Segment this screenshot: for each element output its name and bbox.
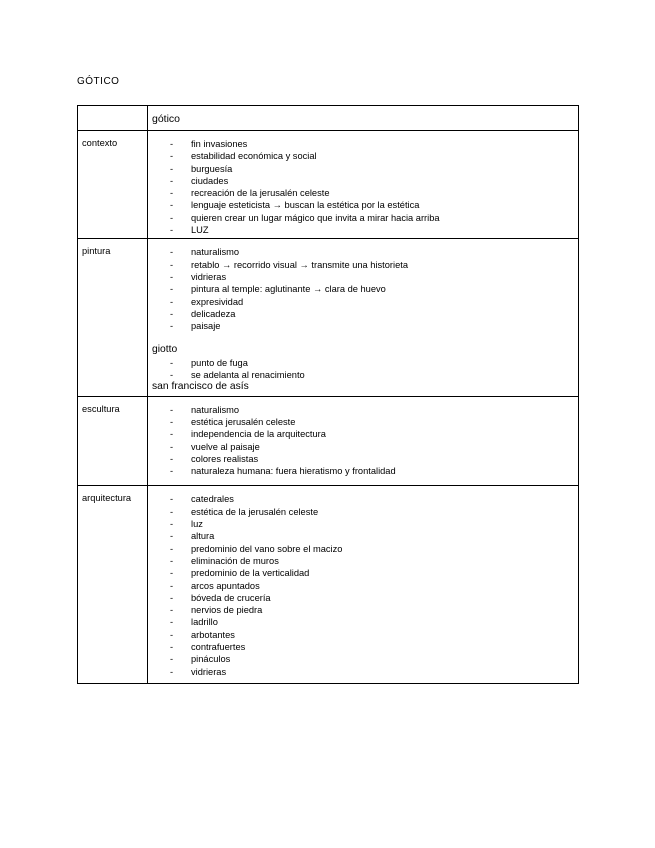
- list-item: - burguesía: [148, 163, 578, 175]
- list-item: - LUZ: [148, 224, 578, 236]
- table-row-contexto: [78, 131, 579, 239]
- list-item: - arcos apuntados: [148, 580, 578, 592]
- row-label: arquitectura: [82, 493, 132, 504]
- row-label: contexto: [82, 138, 118, 148]
- list-item: - naturaleza humana: fuera hieratismo y frontalidad: [148, 465, 578, 477]
- list-item: - estética jerusalén celeste: [148, 416, 578, 428]
- list-item: - se adelanta al renacimiento: [148, 369, 578, 381]
- row-content-cell: [148, 239, 579, 396]
- table-row-pintura: [78, 239, 579, 396]
- table-header-row: [78, 106, 579, 131]
- list-item: - lenguaje esteticista → buscan la estética por la estética: [148, 199, 578, 211]
- list-item: - vidrieras: [148, 666, 578, 678]
- list-item: - contrafuertes: [148, 641, 578, 653]
- list-item: - paisaje: [148, 320, 578, 332]
- gothic-table: [77, 105, 579, 684]
- list-item: - estabilidad económica y social: [148, 150, 578, 162]
- footer-line: san francisco de asís: [152, 381, 249, 393]
- bullet-list: [148, 404, 578, 478]
- row-label-cell: [78, 239, 148, 396]
- row-label-cell: [78, 486, 148, 683]
- bullet-list: [148, 138, 578, 236]
- page-title: GÓTICO: [77, 76, 120, 87]
- subheading-giotto: giotto: [152, 344, 178, 356]
- header-cell-empty: [78, 106, 148, 131]
- list-item: - naturalismo: [148, 246, 578, 258]
- list-item: - independencia de la arquitectura: [148, 428, 578, 440]
- list-item: - predominio del vano sobre el macizo: [148, 543, 578, 555]
- row-label-cell: [78, 131, 148, 239]
- list-item: - fin invasiones: [148, 138, 578, 150]
- list-item: - expresividad: [148, 296, 578, 308]
- list-item: - vuelve al paisaje: [148, 441, 578, 453]
- list-item: - recreación de la jerusalén celeste: [148, 187, 578, 199]
- bullet-list: [148, 493, 578, 677]
- list-item: - bóveda de crucería: [148, 592, 578, 604]
- list-item: - naturalismo: [148, 404, 578, 416]
- bullet-list: [148, 246, 578, 332]
- table-row-escultura: [78, 396, 579, 486]
- list-item: - pintura al temple: aglutinante → clara de huevo: [148, 283, 578, 295]
- list-item: - delicadeza: [148, 308, 578, 320]
- list-item: - estética de la jerusalén celeste: [148, 506, 578, 518]
- list-item: - luz: [148, 518, 578, 530]
- list-item: - nervios de piedra: [148, 604, 578, 616]
- list-item: - vidrieras: [148, 271, 578, 283]
- list-item: - ladrillo: [148, 616, 578, 628]
- list-item: - pináculos: [148, 653, 578, 665]
- bullet-list: [148, 357, 578, 382]
- list-item: - catedrales: [148, 493, 578, 505]
- row-content-cell: [148, 131, 579, 239]
- table-row-arquitectura: [78, 486, 579, 683]
- list-item: - arbotantes: [148, 629, 578, 641]
- column-heading: gótico: [152, 113, 181, 125]
- list-item: - quieren crear un lugar mágico que invita a mirar hacia arriba: [148, 212, 578, 224]
- header-cell-gothic: [148, 106, 579, 131]
- row-content-cell: [148, 486, 579, 683]
- list-item: - colores realistas: [148, 453, 578, 465]
- list-item: - predominio de la verticalidad: [148, 567, 578, 579]
- row-label: pintura: [82, 246, 111, 257]
- list-item: - altura: [148, 530, 578, 542]
- row-label: escultura: [82, 403, 120, 414]
- list-item: - ciudades: [148, 175, 578, 187]
- list-item: - punto de fuga: [148, 357, 578, 369]
- list-item: - retablo → recorrido visual → transmite una historieta: [148, 259, 578, 271]
- row-content-cell: [148, 396, 579, 486]
- list-item: - eliminación de muros: [148, 555, 578, 567]
- row-label-cell: [78, 396, 148, 486]
